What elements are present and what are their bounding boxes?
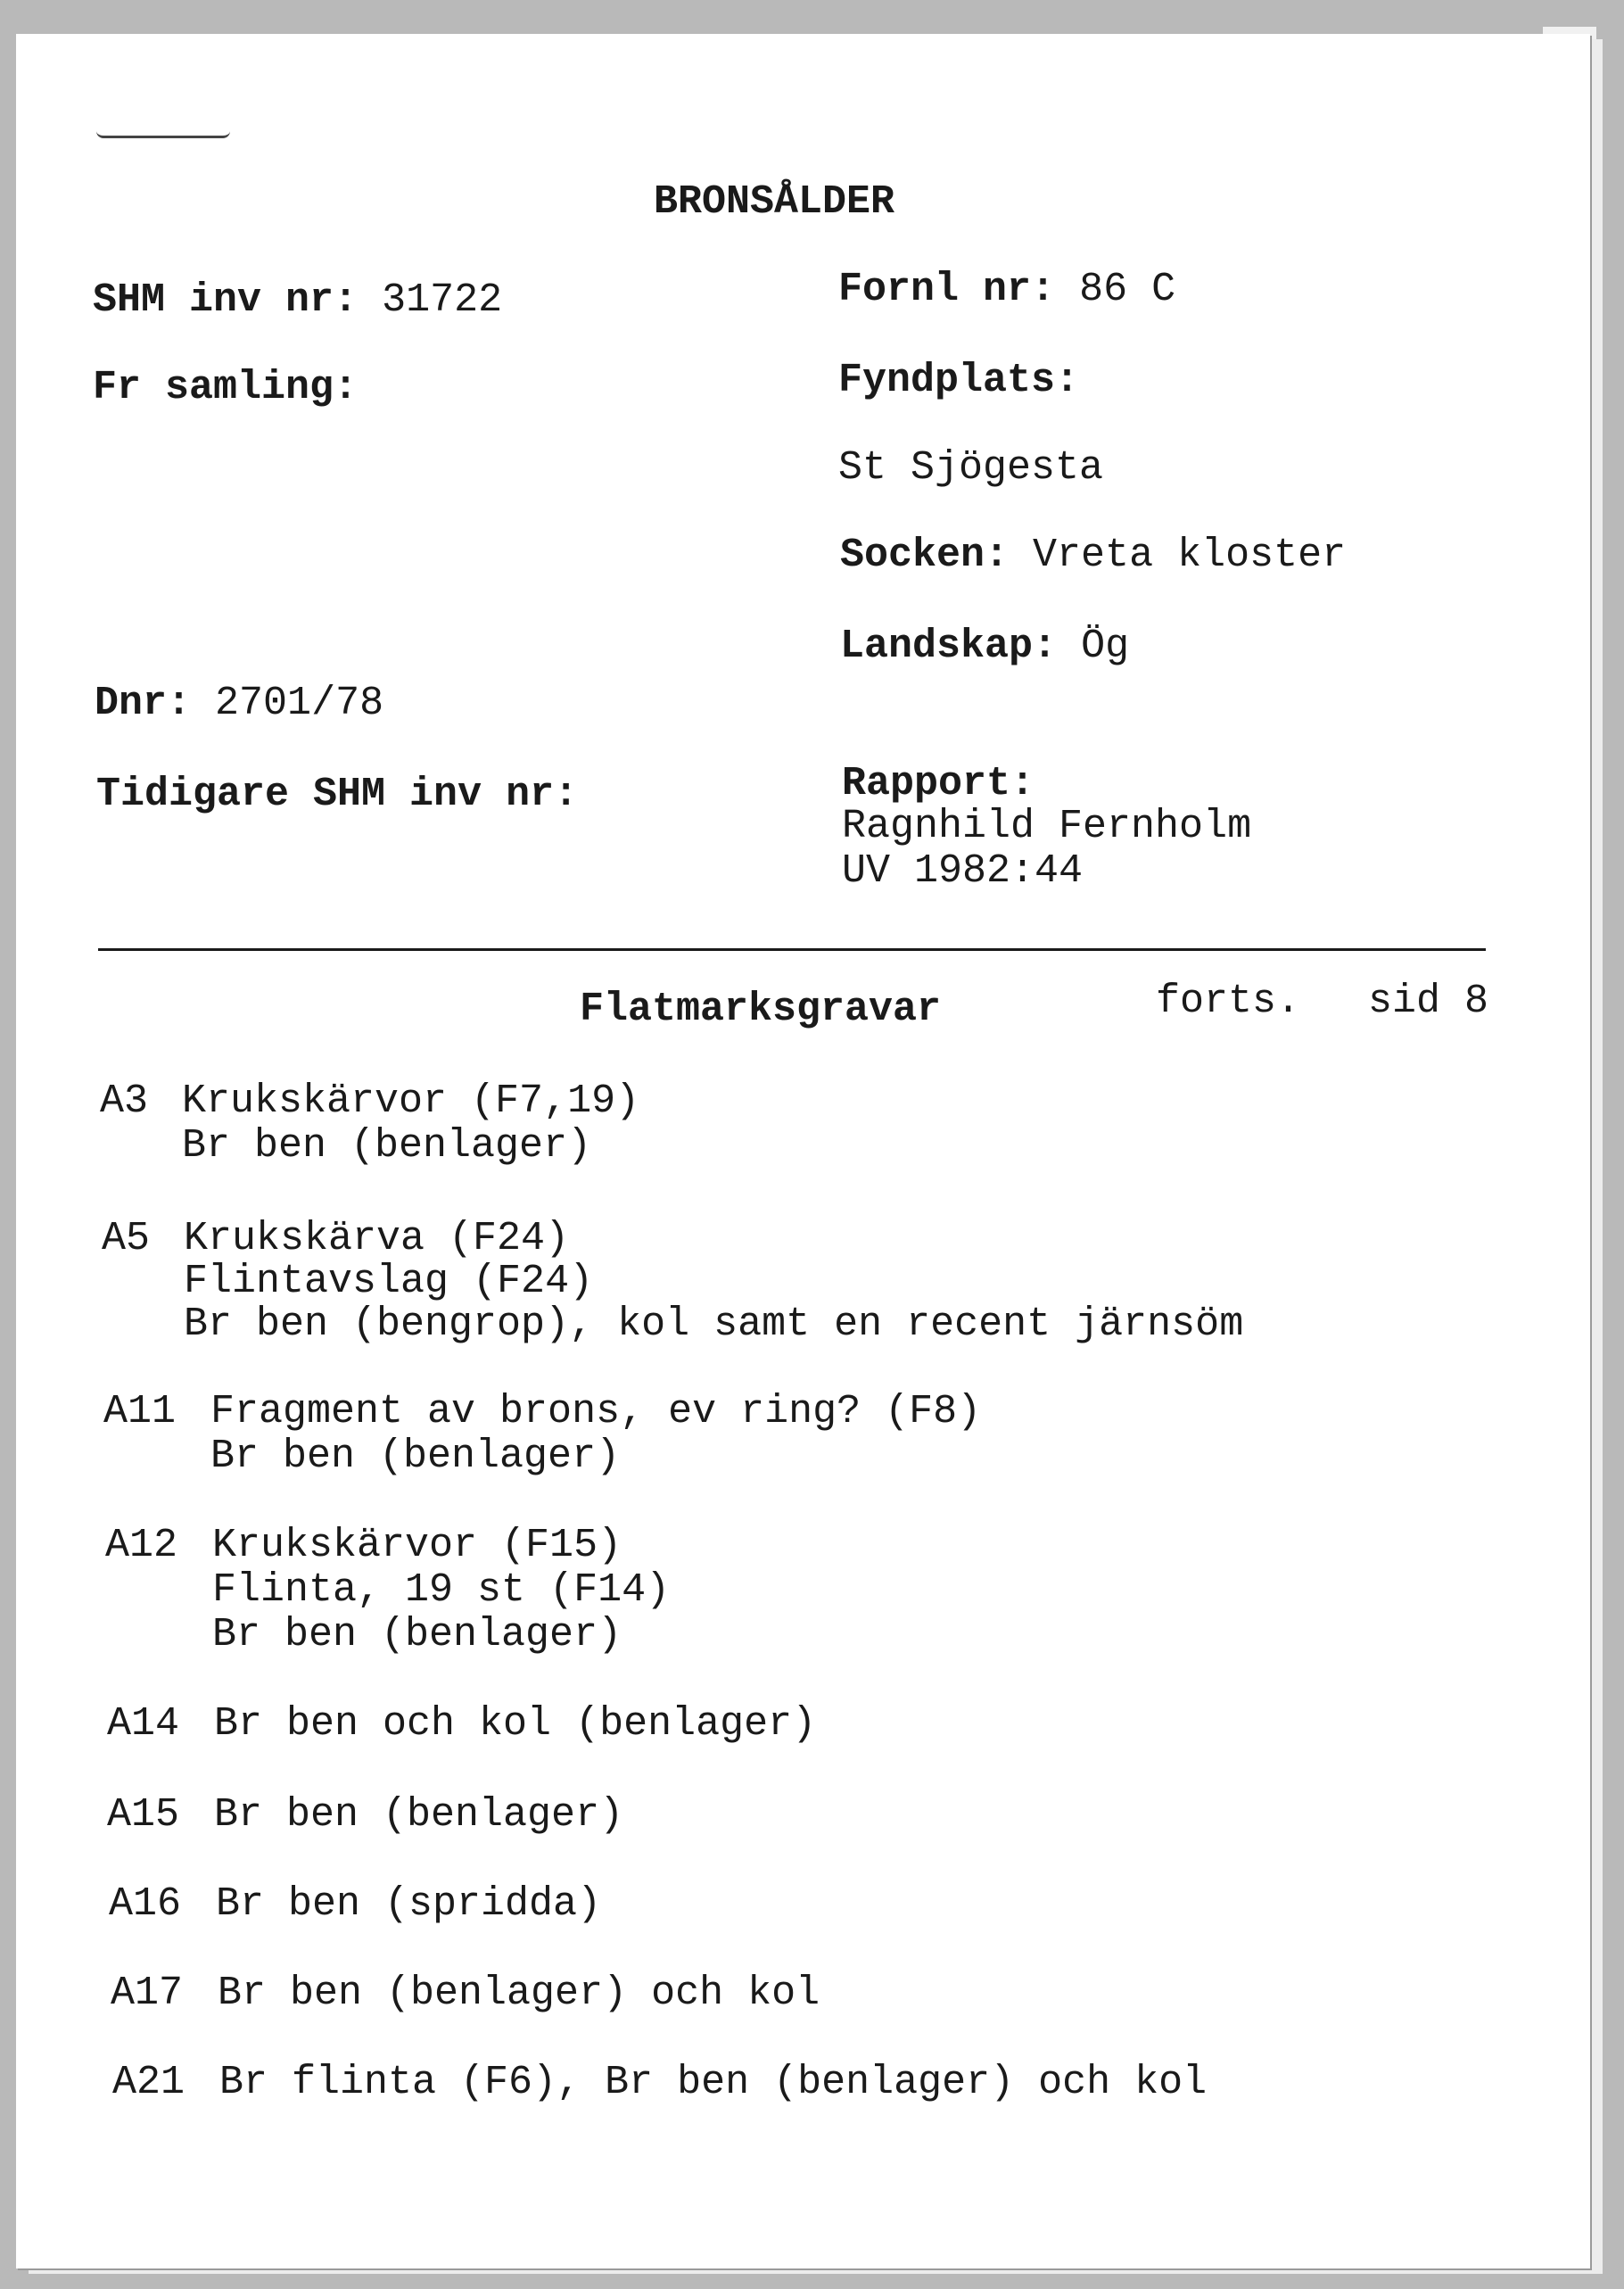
section-continued: forts. xyxy=(1156,979,1301,1024)
fornl-row xyxy=(838,268,1175,312)
rapport-author: Ragnhild Fernholm xyxy=(842,804,1252,849)
fyndplats-label: Fyndplats: xyxy=(838,358,1080,403)
entry-id: A14 xyxy=(107,1701,180,1747)
fr-samling-label: Fr samling: xyxy=(93,365,359,410)
entry-line: Br ben (benlager) xyxy=(212,1612,622,1657)
entry-line: Br ben (spridda) xyxy=(216,1881,602,1927)
entry-id: A17 xyxy=(111,1971,184,2016)
entry-line: Br ben (benlager) xyxy=(210,1434,621,1479)
entry-line: Flintavslag (F24) xyxy=(184,1259,594,1304)
entry-id: A15 xyxy=(107,1792,180,1838)
entry-id: A11 xyxy=(103,1389,177,1434)
entry-line: Fragment av brons, ev ring? (F8) xyxy=(210,1389,982,1434)
page-number: sid 8 xyxy=(1368,979,1489,1024)
dnr-label: Dnr: xyxy=(95,681,192,726)
shm-inv-label: SHM inv nr: xyxy=(93,277,359,323)
landskap-row xyxy=(840,624,1129,669)
document-title: BRONSÅLDER xyxy=(654,179,895,225)
entry-line: Br ben (benlager) xyxy=(182,1123,592,1169)
entry-line: Flinta, 19 st (F14) xyxy=(212,1567,671,1613)
entry-id: A21 xyxy=(112,2060,185,2105)
entry-line: Krukskärvor (F15) xyxy=(212,1523,622,1568)
fyndplats-value: St Sjögesta xyxy=(838,445,1104,491)
entry-line: Br ben (benlager) och kol xyxy=(218,1971,820,2016)
shm-inv-row xyxy=(93,278,502,323)
socken-value: Vreta kloster xyxy=(1033,533,1347,578)
divider-line xyxy=(98,948,1486,951)
fornl-value: 86 C xyxy=(1079,267,1176,312)
socken-row xyxy=(840,533,1346,578)
entry-id: A3 xyxy=(100,1078,149,1124)
socken-label: Socken: xyxy=(840,533,1010,578)
entry-line: Br ben och kol (benlager) xyxy=(214,1701,817,1747)
entry-line: Br ben (bengrop), kol samt en recent järnsöm xyxy=(184,1302,1244,1347)
tidigare-inv-label: Tidigare SHM inv nr: xyxy=(96,772,579,817)
entry-id: A16 xyxy=(109,1881,182,1927)
entry-line: Br flinta (F6), Br ben (benlager) och kol xyxy=(219,2060,1208,2105)
dnr-row xyxy=(95,682,383,726)
dnr-value: 2701/78 xyxy=(215,681,384,726)
shm-inv-value: 31722 xyxy=(382,277,503,323)
rapport-label: Rapport: xyxy=(842,761,1035,806)
entry-line: Br ben (benlager) xyxy=(214,1792,624,1838)
section-title: Flatmarksgravar xyxy=(580,987,942,1032)
entry-id: A12 xyxy=(105,1523,178,1568)
paperclip-mark xyxy=(96,123,230,138)
landskap-label: Landskap: xyxy=(840,624,1058,669)
fornl-label: Fornl nr: xyxy=(838,267,1056,312)
entry-id: A5 xyxy=(102,1216,151,1261)
landskap-value: Ög xyxy=(1081,624,1130,669)
entry-line: Krukskärva (F24) xyxy=(184,1216,570,1261)
rapport-ref: UV 1982:44 xyxy=(842,848,1084,894)
entry-line: Krukskärvor (F7,19) xyxy=(182,1078,640,1124)
